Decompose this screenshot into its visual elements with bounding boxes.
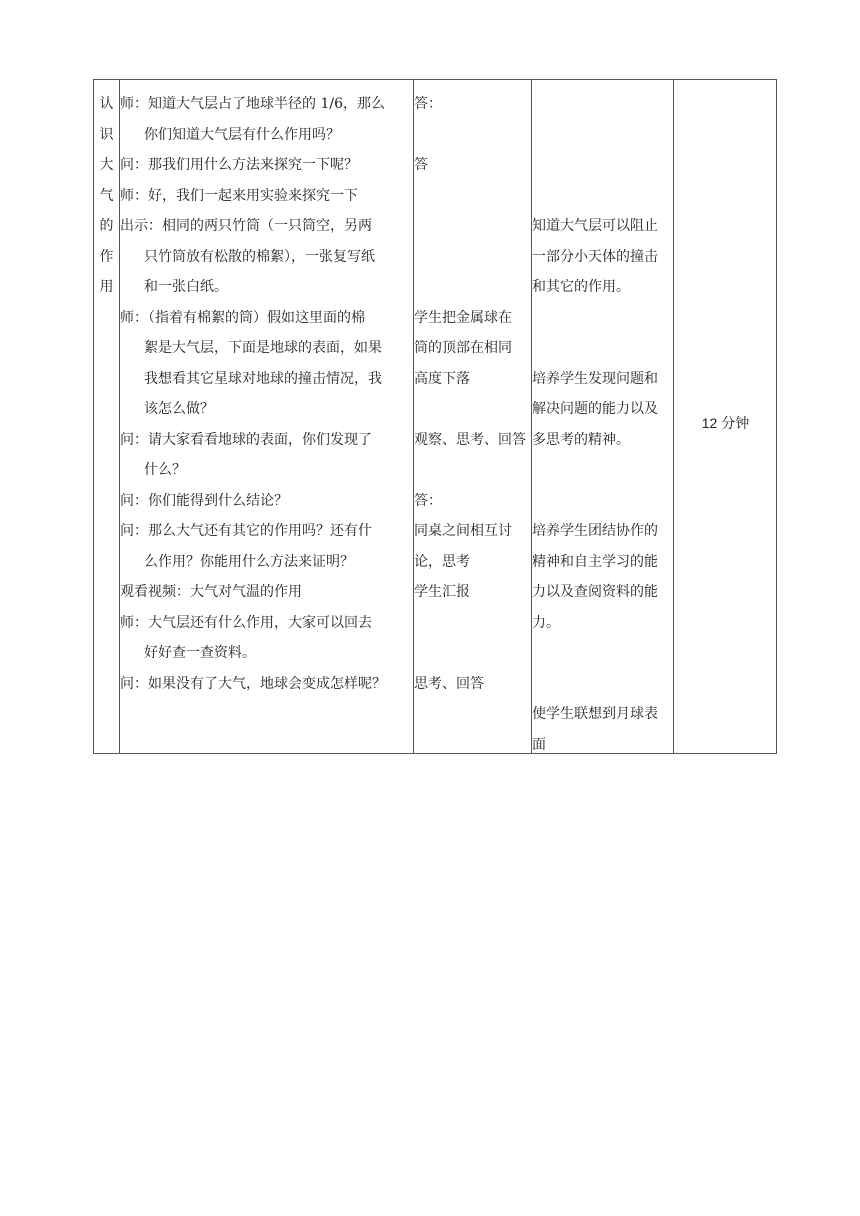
intent-line: 一部分小天体的撞击 bbox=[532, 248, 658, 265]
time-cell bbox=[674, 80, 777, 753]
student-line: 学生汇报 bbox=[414, 584, 470, 600]
intent-line: 力。 bbox=[532, 614, 560, 631]
teacher-line: 该怎么做？ bbox=[144, 401, 214, 417]
student-line: 高度下落 bbox=[414, 370, 470, 387]
intent-line bbox=[532, 150, 672, 181]
time-text: 12 分钟 bbox=[701, 415, 750, 431]
teacher-line: 你们知道大气层有什么作用吗？ bbox=[144, 126, 340, 143]
student-line: 筒的顶部在相同 bbox=[414, 340, 512, 356]
student-line bbox=[414, 608, 530, 639]
teacher-line: 絮是大气层，下面是地球的表面，如果 bbox=[144, 340, 382, 356]
intent-line: 使学生联想到月球表 bbox=[532, 706, 658, 722]
intent-line bbox=[532, 89, 672, 120]
student-line bbox=[414, 272, 530, 303]
intent-line: 多思考的精神。 bbox=[532, 431, 630, 448]
student-line bbox=[414, 242, 530, 273]
teacher-line: 问：如果没有了大气，地球会变成怎样呢？ bbox=[120, 675, 386, 692]
teacher-line: 么作用？你能用什么方法来证明？ bbox=[144, 553, 354, 570]
teacher-line: 观看视频：大气对气温的作用 bbox=[120, 584, 302, 600]
intent-line bbox=[532, 638, 672, 669]
student-line: 同桌之间相互讨 bbox=[414, 523, 512, 539]
teacher-line: 什么？ bbox=[144, 462, 186, 478]
teacher-line: 问：那么大气还有其它的作用吗？还有什 bbox=[120, 523, 372, 539]
student-line bbox=[414, 638, 530, 669]
intent-line: 面 bbox=[532, 736, 546, 753]
topic-cell bbox=[94, 80, 119, 753]
teacher-line: 师：知道大气层占了地球半径的 1/6，那么 bbox=[120, 96, 385, 112]
teacher-line: 好好查一查资料。 bbox=[144, 645, 256, 661]
teacher-line: 问：你们能得到什么结论？ bbox=[120, 492, 288, 509]
teacher-line: 出示：相同的两只竹筒（一只筒空，另两 bbox=[120, 218, 372, 234]
topic-char: 作 bbox=[99, 248, 114, 265]
intent-line bbox=[532, 120, 672, 151]
teacher-line: 问：请大家看看地球的表面，你们发现了 bbox=[120, 431, 372, 448]
intent-line: 培养学生发现问题和 bbox=[532, 370, 658, 387]
student-line bbox=[414, 120, 530, 151]
intent-line bbox=[532, 669, 672, 700]
student-line: 论，思考 bbox=[414, 553, 470, 570]
student-activity-cell bbox=[414, 80, 530, 753]
design-intent-cell bbox=[532, 80, 672, 753]
teacher-line: 师：大气层还有什么作用，大家可以回去 bbox=[120, 614, 372, 631]
student-line bbox=[414, 211, 530, 242]
intent-line: 培养学生团结协作的 bbox=[532, 523, 658, 539]
intent-line bbox=[532, 303, 672, 334]
student-line: 观察、思考、回答 bbox=[414, 431, 526, 448]
topic-char: 的 bbox=[99, 218, 114, 234]
topic-char: 认 bbox=[99, 96, 114, 112]
intent-line: 和其它的作用。 bbox=[532, 279, 630, 295]
topic-char: 气 bbox=[99, 187, 114, 204]
intent-line bbox=[532, 455, 672, 486]
student-line: 答 bbox=[414, 157, 428, 173]
topic-char: 大 bbox=[99, 157, 114, 173]
intent-line bbox=[532, 181, 672, 212]
student-line bbox=[414, 181, 530, 212]
intent-line bbox=[532, 333, 672, 364]
intent-line: 知道大气层可以阻止 bbox=[532, 218, 658, 234]
student-line: 思考、回答 bbox=[414, 675, 484, 692]
student-line: 答： bbox=[414, 492, 442, 509]
intent-line: 精神和自主学习的能 bbox=[532, 553, 658, 570]
student-line: 学生把金属球在 bbox=[414, 309, 512, 326]
teacher-line: 我想看其它星球对地球的撞击情况，我 bbox=[144, 370, 382, 387]
teacher-line: 问：那我们用什么方法来探究一下呢？ bbox=[120, 157, 358, 173]
teacher-line: 师：（指着有棉絮的筒）假如这里面的棉 bbox=[120, 309, 365, 326]
teacher-line: 和一张白纸。 bbox=[144, 279, 228, 295]
intent-line bbox=[532, 486, 672, 517]
topic-char: 识 bbox=[99, 126, 114, 143]
student-line bbox=[414, 455, 530, 486]
topic-char: 用 bbox=[99, 279, 114, 295]
teacher-line: 只竹筒放有松散的棉絮），一张复写纸 bbox=[144, 248, 375, 265]
lesson-plan-table bbox=[93, 79, 777, 754]
student-line: 答： bbox=[414, 96, 442, 112]
student-line bbox=[414, 394, 530, 425]
teacher-activity-cell bbox=[120, 80, 412, 753]
teacher-line: 师：好，我们一起来用实验来探究一下 bbox=[120, 187, 358, 204]
intent-line: 力以及查阅资料的能 bbox=[532, 584, 658, 600]
intent-line: 解决问题的能力以及 bbox=[532, 401, 658, 417]
